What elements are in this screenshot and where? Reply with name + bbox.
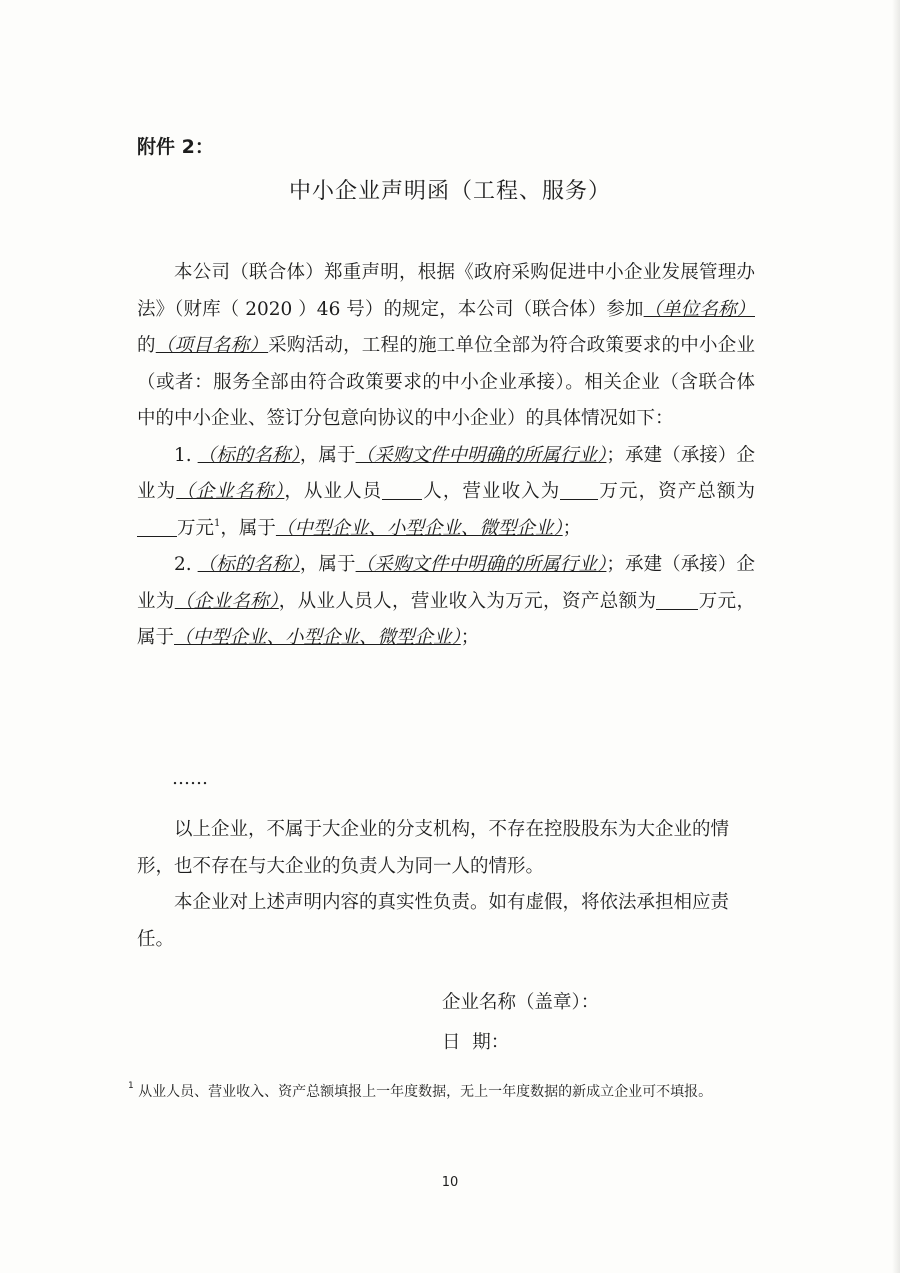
item-1-text-2: ；承建（承接）企业为 xyxy=(137,444,755,502)
assets-blank-2 xyxy=(656,589,698,610)
item-2-scale: （中型企业、小型企业、微型企业） xyxy=(174,627,461,648)
signature-block xyxy=(442,983,599,1063)
footnote-mark: 1 xyxy=(214,517,221,529)
item-2-text-4: 万元，属于 xyxy=(137,590,755,648)
item-2-text-1: ，属于 xyxy=(299,554,356,575)
item-1-scale: （中型企业、小型企业、微型企业） xyxy=(275,517,563,539)
item-1-text-1: ，属于 xyxy=(299,444,356,466)
item-2-industry: （采购文件中明确的所属行业） xyxy=(355,554,607,575)
item-2-number: 2. xyxy=(174,554,192,575)
intro-paragraph xyxy=(137,255,755,438)
company-seal-label: 企业名称（盖章）： xyxy=(442,992,600,1013)
page-title: 中小企业声明函（工程、服务） xyxy=(288,179,611,204)
annex-label: 附件 2： xyxy=(137,136,214,158)
item-1-text-6: 万元 xyxy=(177,517,215,539)
employees-blank xyxy=(382,479,422,500)
revenue-blank xyxy=(560,479,598,500)
item-2-text-5: ； xyxy=(460,627,480,648)
item-1-subject: （标的名称） xyxy=(197,444,300,466)
item-2-text-3: ，从业人员人，营业收入为万元，资产总额为 xyxy=(278,590,657,612)
intro-text-1: 本公司（联合体）郑重声明，根据《政府采购促进中小企业发展管理办法》（财库（ 2020 ）46 号）的规定，本公司（联合体）参加 xyxy=(137,262,755,320)
project-name-field: （项目名称） xyxy=(155,335,269,356)
item-1-text-8: ； xyxy=(562,517,582,539)
branch-paragraph: 以上企业，不属于大企业的分支机构，不存在控股股东为大企业的情形，也不存在与大企业的负责人为同一人的情形。 xyxy=(137,819,730,877)
item-1-industry: （采购文件中明确的所属行业） xyxy=(355,444,607,466)
date-label: 日 期： xyxy=(442,1032,510,1053)
closing-paragraphs xyxy=(137,812,755,958)
scan-edge-shadow xyxy=(892,0,900,1273)
item-1-text-7: ，属于 xyxy=(220,517,276,539)
ellipsis: …… xyxy=(172,768,208,789)
footnote xyxy=(128,1080,758,1104)
intro-text-3: 采购活动，工程的施工单位全部为符合政策要求的中小企业（或者：服务全部由符合政策要求的中小企业承接）。相关企业（含联合体中的中小企业、签订分包意向协议的中小企业）的具体情况如下： xyxy=(137,335,755,429)
item-1-text-5: 万元，资产总额为 xyxy=(598,481,755,502)
assets-blank xyxy=(137,516,177,537)
intro-text-2: 的 xyxy=(137,335,156,356)
declaration-body xyxy=(137,255,755,657)
item-1-text-3: ，从业人员 xyxy=(284,481,383,502)
responsibility-paragraph: 本企业对上述声明内容的真实性负责。如有虚假，将依法承担相应责任。 xyxy=(137,892,730,950)
unit-name-field: （单位名称） xyxy=(643,298,755,320)
footnote-number: 1 xyxy=(128,1081,134,1091)
item-1-paragraph xyxy=(137,438,755,548)
item-2-subject: （标的名称） xyxy=(197,554,300,575)
item-1-company: （企业名称） xyxy=(176,481,285,502)
item-1-text-4: 人，营业收入为 xyxy=(422,481,561,502)
item-2-text-2: ；承建（承接）企业为 xyxy=(137,554,755,612)
item-1-number: 1. xyxy=(174,444,192,466)
item-2-paragraph xyxy=(137,547,755,657)
page-number: 10 xyxy=(441,1175,459,1190)
item-2-company: （企业名称） xyxy=(174,590,279,612)
footnote-text: 从业人员、营业收入、资产总额填报上一年度数据，无上一年度数据的新成立企业可不填报。 xyxy=(138,1084,713,1100)
